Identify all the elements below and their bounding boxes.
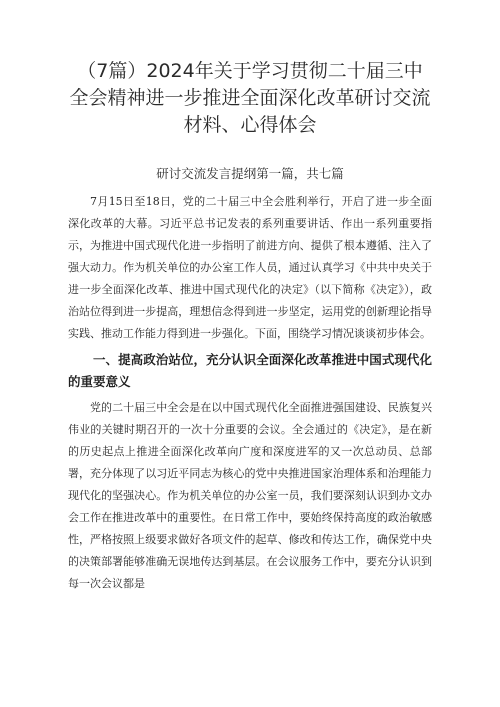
intro-paragraph: 7月15日至18日，党的二十届三中全会胜利举行，开启了进一步全面深化改革的大幕。习近平总书记发表的系列重要讲话、作出一系列重要指示，为推进中国式现代化进一步指明了前进方向、提供了根本遵循、注入了强大动力。作为机关单位的办公室工作人员，通过认真学习《中共中央关于进一步全面深化改革、推进中国式现代化的决定》（以下简称《决定》），政治站位得到进一步提高，理想信念得到进一步坚定，运用党的创新理论指导实践、推动工作能力得到进一步强化。下面，围绕学习情况谈谈初步体会。 (68, 195, 432, 340)
document-subtitle: 研讨交流发言提纲第一篇，共七篇 (156, 166, 344, 181)
document-title: （7篇）2024年关于学习贯彻二十届三中全会精神进一步推进全面深化改革研讨交流材料、心得体会 (69, 60, 431, 136)
section-paragraph: 党的二十届三中全会是在以中国式现代化全面推进强国建设、民族复兴伟业的关键时期召开的一次十分重要的会议。全会通过的《决定》，是在新的历史起点上推进全面深化改革向广度和深度进军的又一次总动员、总部署，充分体现了以习近平同志为核心的党中央推进国家治理体系和治理能力现代化的坚强决心。作为机关单位的办公室一员，我们要深刻认识到办文办会工作在推进改革中的重要性。在日常工作中，要始终保持高度的政治敏感性，严格按照上级要求做好各项文件的起草、修改和传达工作，确保党中央的决策部署能够准确无误地传达到基层。在会议服务工作中，要充分认识到每一次会议都是 (68, 401, 432, 590)
section-heading: 一、提高政治站位，充分认识全面深化改革推进中国式现代化的重要意义 (68, 352, 432, 389)
